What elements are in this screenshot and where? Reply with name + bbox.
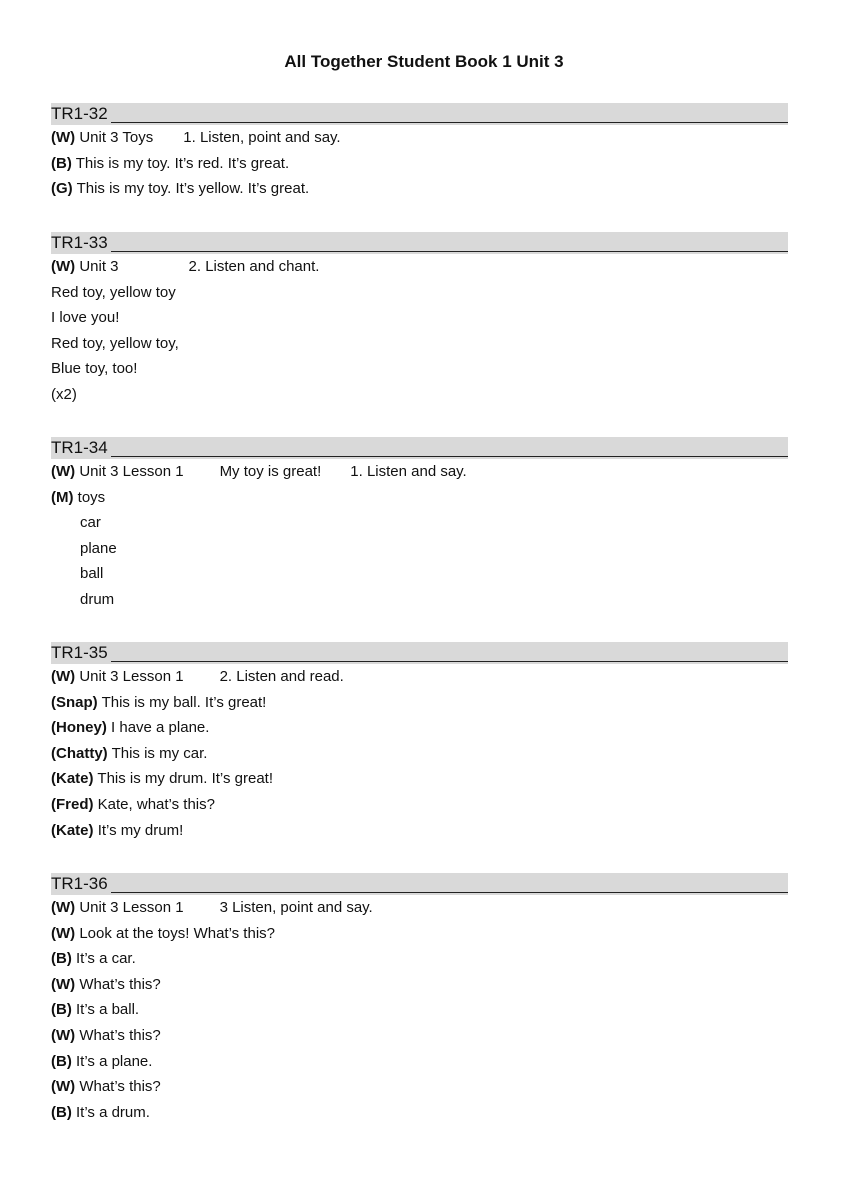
line-text: drum: [80, 590, 115, 608]
track-code: TR1-36: [51, 874, 108, 893]
speaker-label: (W): [51, 1026, 76, 1044]
speaker-label: (W): [51, 463, 76, 480]
speaker-label: (W): [51, 975, 76, 993]
line-segment: 3 Listen, point and say.: [219, 899, 373, 916]
line-text: It’s a car.: [76, 950, 136, 968]
transcript-line: [51, 895, 788, 921]
transcript-line: [51, 459, 788, 485]
track-section: [51, 437, 788, 613]
line-text: It’s a drum.: [76, 1103, 150, 1121]
transcript-line: [51, 946, 788, 972]
transcript-line: [51, 125, 788, 151]
speaker-label: (W): [51, 258, 76, 275]
track-heading: [51, 437, 788, 459]
transcript-line: [51, 818, 788, 844]
line-text: Look at the toys! What’s this?: [79, 924, 275, 942]
speaker-label: (Chatty): [51, 744, 108, 762]
line-segment: Unit 3 Lesson 1: [79, 463, 184, 480]
line-text: What’s this?: [79, 975, 161, 993]
line-text: This is my toy. It’s yellow. It’s great.: [76, 180, 310, 198]
track-section: [51, 232, 788, 408]
line-text: I love you!: [51, 309, 120, 327]
track-section: [51, 873, 788, 1125]
heading-underline: [111, 251, 788, 252]
line-segment: Unit 3 Toys: [79, 129, 154, 146]
transcript-line: [51, 1023, 788, 1049]
transcript-line: [51, 176, 788, 202]
line-text: plane: [80, 539, 117, 557]
heading-underline: [111, 892, 788, 893]
transcript-line: [51, 690, 788, 716]
transcript-line: [51, 151, 788, 177]
speaker-label: (B): [51, 1103, 72, 1121]
speaker-label: (Kate): [51, 770, 94, 788]
track-heading: [51, 103, 788, 125]
line-segment: 2. Listen and read.: [219, 668, 344, 685]
speaker-label: (B): [51, 950, 72, 968]
transcript-line: [51, 766, 788, 792]
page-title: All Together Student Book 1 Unit 3: [284, 52, 564, 71]
transcript-line: [51, 664, 788, 690]
line-segment: Unit 3: [79, 258, 119, 275]
line-text: This is my car.: [111, 744, 208, 762]
transcript-line: [51, 1049, 788, 1075]
track-code: TR1-33: [51, 233, 108, 252]
line-text: car: [80, 514, 101, 532]
line-segment: My toy is great!: [219, 463, 322, 480]
line-text: It’s my drum!: [97, 821, 184, 839]
line-text: toys: [77, 488, 106, 506]
speaker-label: (B): [51, 1001, 72, 1019]
transcript-line: [51, 331, 788, 357]
transcript-line: [51, 254, 788, 280]
speaker-label: (W): [51, 668, 76, 685]
speaker-label: (W): [51, 1078, 76, 1096]
transcript-line: [51, 1100, 788, 1126]
transcript-line: [51, 997, 788, 1023]
speaker-label: (B): [51, 1052, 72, 1070]
line-segment: 1. Listen, point and say.: [183, 129, 341, 146]
line-text: This is my ball. It’s great!: [101, 693, 267, 711]
transcript-line: [51, 510, 788, 536]
transcript-line: [51, 280, 788, 306]
speaker-label: (W): [51, 924, 76, 942]
heading-underline: [111, 661, 788, 662]
line-text: It’s a ball.: [76, 1001, 140, 1019]
speaker-label: (M): [51, 488, 74, 506]
line-text: I have a plane.: [111, 719, 210, 737]
line-text: (x2): [51, 385, 77, 403]
transcript-line: [51, 792, 788, 818]
speaker-label: (B): [51, 154, 72, 172]
transcript-line: [51, 1074, 788, 1100]
track-heading: [51, 232, 788, 254]
speaker-label: (G): [51, 180, 73, 198]
track-code: TR1-34: [51, 438, 108, 457]
line-text: This is my drum. It’s great!: [97, 770, 274, 788]
line-text: This is my toy. It’s red. It’s great.: [75, 154, 290, 172]
track-code: TR1-35: [51, 643, 108, 662]
line-segment: Unit 3 Lesson 1: [79, 668, 184, 685]
transcript-line: [51, 561, 788, 587]
line-text: Kate, what’s this?: [97, 795, 215, 813]
transcript-line: [51, 536, 788, 562]
track-heading: [51, 642, 788, 664]
speaker-label: (W): [51, 899, 76, 916]
transcript-line: [51, 382, 788, 408]
line-text: What’s this?: [79, 1026, 161, 1044]
line-text: Blue toy, too!: [51, 360, 138, 378]
speaker-label: (Honey): [51, 719, 107, 737]
speaker-label: (Snap): [51, 693, 98, 711]
line-text: Red toy, yellow toy,: [51, 334, 179, 352]
line-text: What’s this?: [79, 1078, 161, 1096]
line-text: Red toy, yellow toy: [51, 283, 176, 301]
heading-underline: [111, 122, 788, 123]
transcript-line: [51, 305, 788, 331]
transcript-line: [51, 587, 788, 613]
transcript-line: [51, 485, 788, 511]
transcript-line: [51, 921, 788, 947]
transcript-line: [51, 741, 788, 767]
line-text: It’s a plane.: [76, 1052, 153, 1070]
track-section: [51, 103, 788, 202]
track-section: [51, 642, 788, 843]
line-segment: 2. Listen and chant.: [188, 258, 320, 275]
line-segment: Unit 3 Lesson 1: [79, 899, 184, 916]
track-code: TR1-32: [51, 104, 108, 123]
transcript-line: [51, 356, 788, 382]
transcript-line: [51, 972, 788, 998]
transcript-line: [51, 715, 788, 741]
speaker-label: (Fred): [51, 795, 94, 813]
speaker-label: (Kate): [51, 821, 94, 839]
heading-underline: [111, 456, 788, 457]
track-heading: [51, 873, 788, 895]
line-segment: 1. Listen and say.: [350, 463, 467, 480]
line-text: ball: [80, 565, 104, 583]
speaker-label: (W): [51, 129, 76, 146]
